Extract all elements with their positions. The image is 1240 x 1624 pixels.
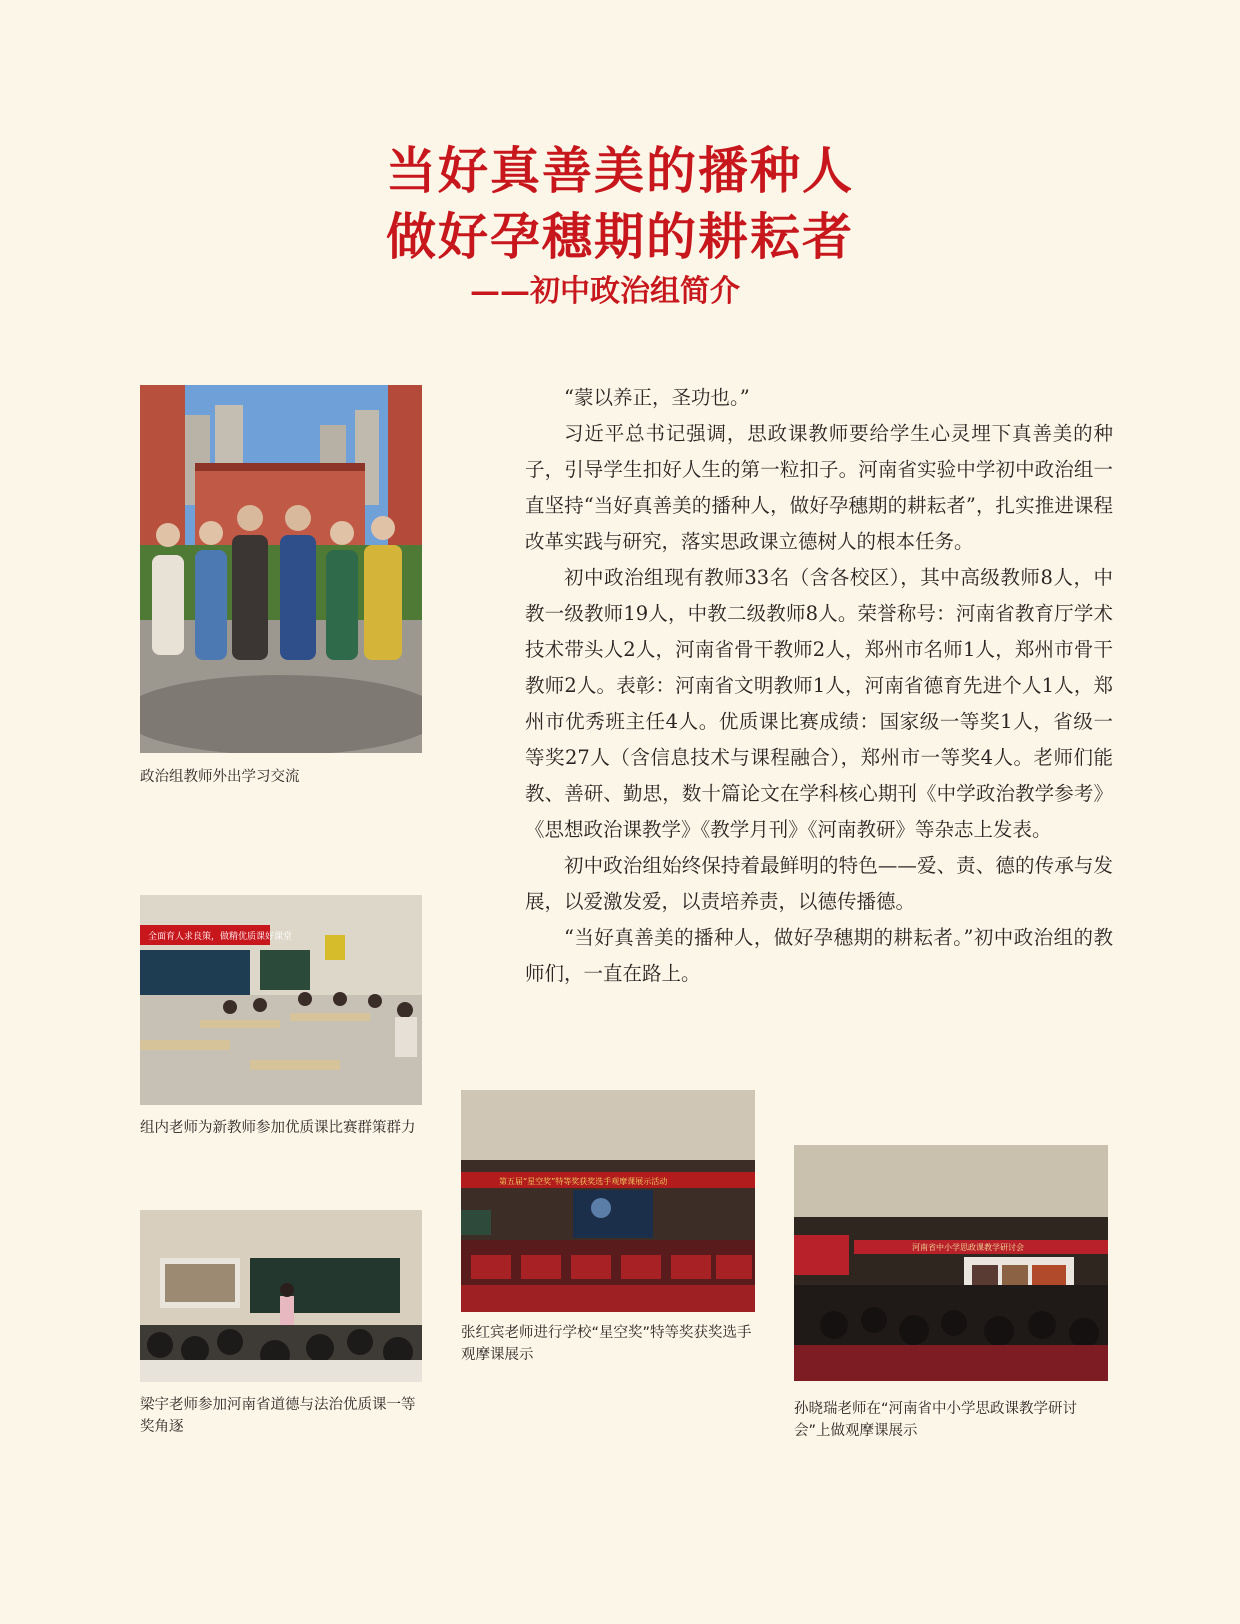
caption-star-award-showcase: 张红宾老师进行学校“星空奖”特等奖获奖选手观摩课展示 (461, 1325, 752, 1363)
caption-teachers-outing: 政治组教师外出学习交流 (140, 769, 300, 785)
body-paragraph-quote: “蒙以养正，圣功也。” (564, 386, 750, 409)
body-paragraph-staff: 初中政治组现有教师33名（含各校区），其中高级教师8人，中教一级教师19人，中教二级教师8人。荣誉称号：河南省教育厅学术技术带头人2人，河南省骨干教师2人，郑州市名师1人，郑州市骨干教师2人。表彰：河南省文明教师1人，河南省德育先进个人1人，郑州市优秀班主任4人。优质课比赛成绩：国家级一等奖1人，省级一等奖27人（含信息技术与课程融合），郑州市一等奖4人。老师们能教、善研、勤思，数十篇论文在学科核心期刊《中学政治教学参考》《思想政治课教学》《教学月刊》《河南教研》等杂志上发表。 (525, 566, 1113, 841)
auditorium-banner-text: 第五届“星空奖”特等奖获奖选手观摩课展示活动 (499, 1177, 668, 1186)
body-paragraph-intro: 习近平总书记强调，思政课教师要给学生心灵埋下真善美的种子，引导学生扣好人生的第一粒扣子。河南省实验中学初中政治组一直坚持“当好真善美的播种人，做好孕穗期的耕耘者”，扎实推进课程改革实践与研究，落实思政课立德树人的根本任务。 (525, 422, 1113, 553)
photo-provincial-seminar (794, 1145, 1108, 1381)
article-body (525, 380, 1113, 992)
caption-classroom-planning: 组内老师为新教师参加优质课比赛群策群力 (140, 1120, 416, 1136)
photo-lecture-competition (140, 1210, 422, 1382)
page-subtitle: ——初中政治组简介 (470, 274, 740, 309)
photo-classroom-planning (140, 895, 422, 1105)
page-title-line-1: 当好真善美的播种人 (386, 141, 854, 200)
body-paragraph-features: 初中政治组始终保持着最鲜明的特色——爱、责、德的传承与发展，以爱激发爱，以责培养责，以德传播德。 (525, 854, 1113, 913)
seminar-banner-text: 河南省中小学思政课教学研讨会 (912, 1243, 1024, 1252)
classroom-banner-text: 全面育人求良策，做精优质课好课堂 (148, 932, 293, 942)
caption-lecture-competition: 梁宇老师参加河南省道德与法治优质课一等奖角逐 (140, 1397, 416, 1435)
photo-teachers-outing (140, 385, 422, 753)
photo-star-award-showcase (461, 1090, 755, 1312)
page-title-line-2: 做好孕穗期的耕耘者 (386, 207, 854, 266)
caption-provincial-seminar: 孙晓瑞老师在“河南省中小学思政课教学研讨会”上做观摩课展示 (794, 1401, 1078, 1439)
body-paragraph-closing: “当好真善美的播种人，做好孕穗期的耕耘者。”初中政治组的教师们，一直在路上。 (525, 926, 1113, 985)
title-block (0, 138, 1240, 270)
